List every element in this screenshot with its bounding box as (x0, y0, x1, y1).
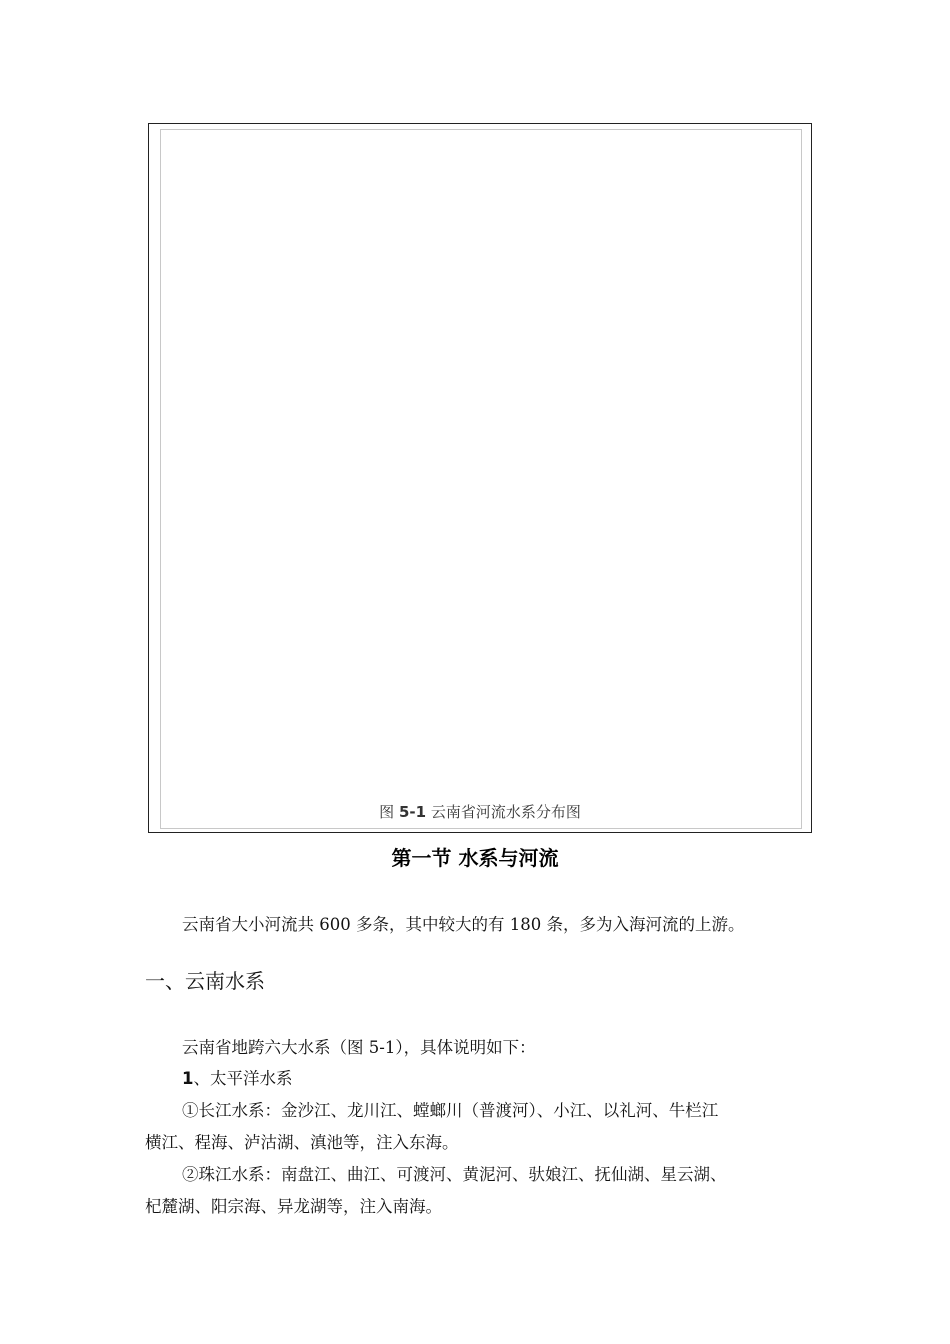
figure-image-area (160, 129, 802, 829)
figure-caption (149, 802, 811, 822)
section-title: 第一节 水系与河流 (391, 846, 559, 870)
figure-caption-prefix: 图 (379, 803, 399, 821)
paragraph-pearl-line1: ②珠江水系：南盘江、曲江、可渡河、黄泥河、驮娘江、抚仙湖、星云湖、 (182, 1165, 727, 1184)
figure-frame (148, 123, 812, 833)
paragraph-yangtze-line2: 横江、程海、泸沽湖、滇池等，注入东海。 (145, 1133, 459, 1152)
list-label: 、太平洋水系 (193, 1069, 293, 1088)
heading-yunnan-water-systems: 一、云南水系 (145, 969, 265, 993)
paragraph-yangtze-line1: ①长江水系：金沙江、龙川江、螳螂川（普渡河）、小江、以礼河、牛栏江 (182, 1101, 719, 1120)
paragraph-pacific-system (182, 1066, 292, 1092)
intro-paragraph: 云南省大小河流共 600 多条，其中较大的有 180 条，多为入海河流的上游。 (182, 915, 745, 934)
paragraph-six-systems: 云南省地跨六大水系（图 5-1），具体说明如下： (182, 1038, 536, 1057)
list-number: 1 (182, 1069, 194, 1088)
figure-caption-number: 5-1 (398, 803, 427, 821)
figure-caption-text: 云南省河流水系分布图 (426, 803, 581, 821)
paragraph-pearl-line2: 杞麓湖、阳宗海、异龙湖等，注入南海。 (145, 1197, 442, 1216)
